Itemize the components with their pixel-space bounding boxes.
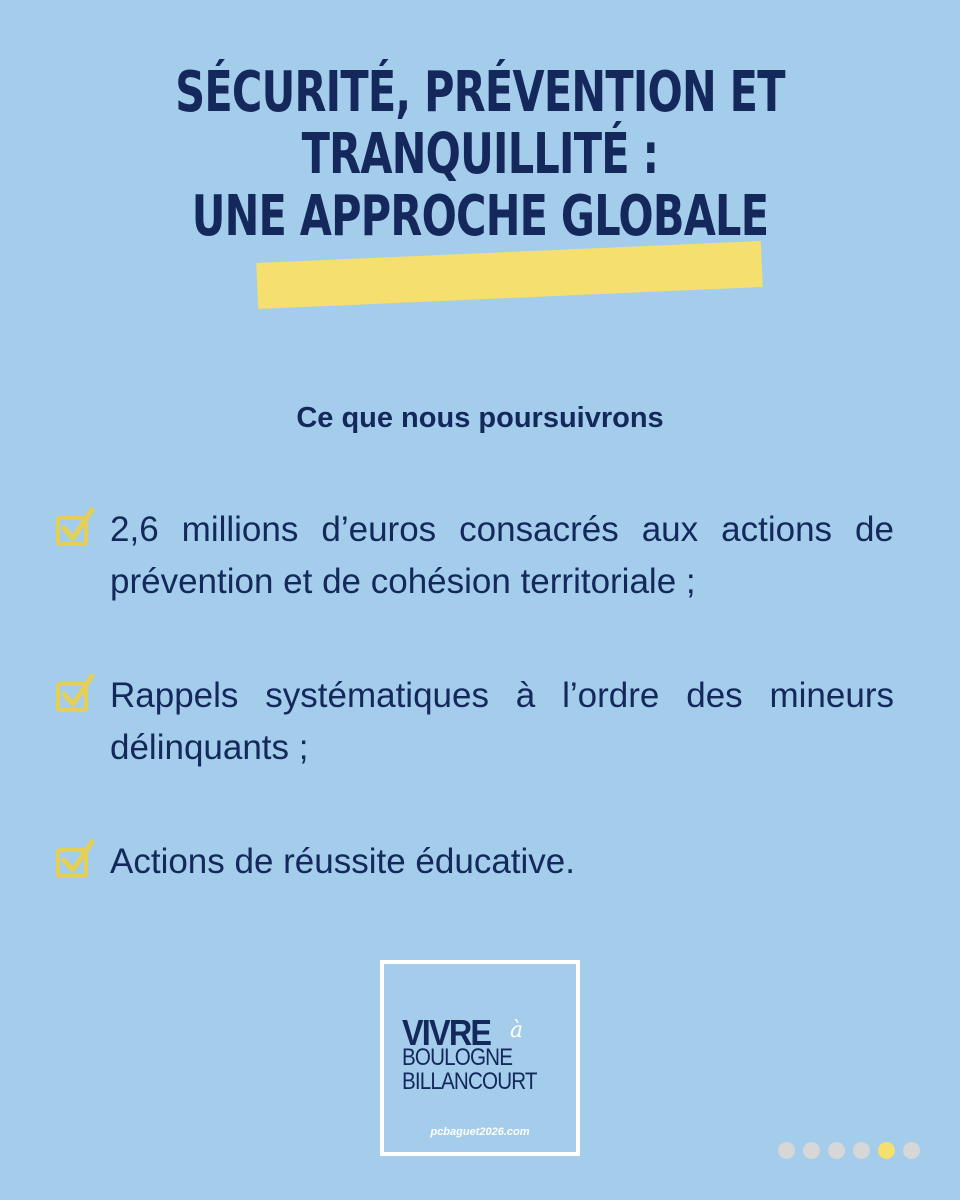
checkbox-check-icon — [52, 506, 98, 552]
logo-line-boulogne: BOULOGNE — [402, 1044, 513, 1071]
logo-website-url: pcbaguet2026.com — [430, 1126, 530, 1138]
carousel-dot[interactable] — [828, 1142, 845, 1159]
list-item — [48, 670, 894, 774]
logo-line-billancourt: BILLANCOURT — [402, 1068, 537, 1095]
carousel-dot[interactable] — [903, 1142, 920, 1159]
carousel-pagination — [778, 1142, 920, 1159]
page-title — [0, 62, 960, 248]
list-item-text: Actions de réussite éducative. — [110, 842, 575, 881]
list-item — [48, 504, 894, 608]
logo-accent: à — [510, 1018, 524, 1043]
title-line-2: TRANQUILLITÉ : — [301, 122, 659, 187]
carousel-dot[interactable] — [803, 1142, 820, 1159]
title-line-1: SÉCURITÉ, PRÉVENTION ET — [175, 60, 785, 125]
carousel-dot[interactable] — [778, 1142, 795, 1159]
list-item — [48, 836, 894, 888]
title-highlight-bar — [256, 241, 763, 309]
list-item-text: Rappels systématiques à l’ordre des mineurs délinquants ; — [110, 676, 894, 767]
section-subtitle: Ce que nous poursuivrons — [296, 402, 664, 434]
campaign-logo — [380, 960, 580, 1156]
checkbox-check-icon — [52, 838, 98, 884]
checkbox-check-icon — [52, 672, 98, 718]
list-item-text: 2,6 millions d’euros consacrés aux actions de prévention et de cohésion territoriale ; — [110, 510, 894, 601]
logo-word-vivre: VIVRE — [402, 1012, 491, 1053]
carousel-dot[interactable] — [853, 1142, 870, 1159]
title-line-3: UNE APPROCHE GLOBALE — [191, 184, 769, 249]
commitment-list — [48, 504, 894, 950]
carousel-dot-active[interactable] — [878, 1142, 895, 1159]
